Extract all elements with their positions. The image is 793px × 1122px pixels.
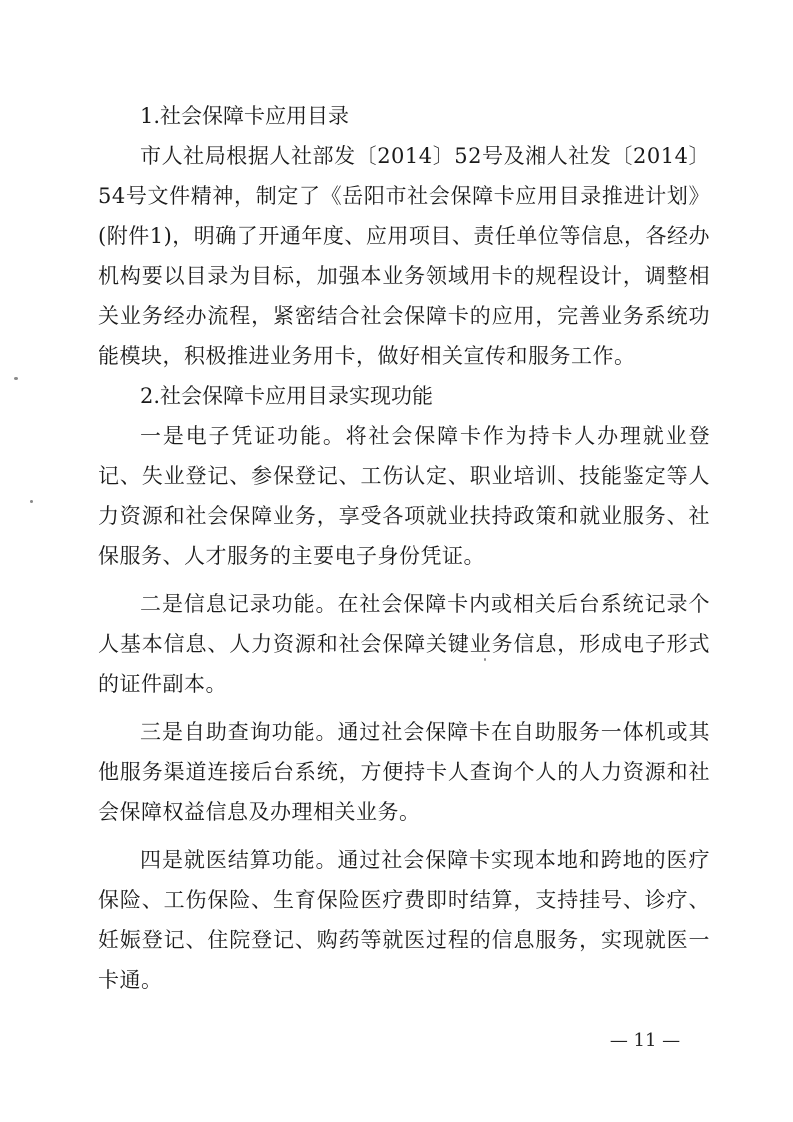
section-1-paragraph: 市人社局根据人社部发〔2014〕52号及湘人社发〔2014〕54号文件精神，制定了《岳阳市社会保障卡应用目录推进计划》(附件1)，明确了开通年度、应用项目、责任单位等信息，各经办机构要以目录为目标，加强本业务领域用卡的规程设计，调整相关业务经办流程，紧密结合社会保障卡的应用，完善业务系统功能模块，积极推进业务用卡，做好相关宣传和服务工作。 (98, 144, 710, 368)
document-body (98, 96, 710, 1000)
function-self-service-query-paragraph: 三是自助查询功能。通过社会保障卡在自助服务一体机或其他服务渠道连接后台系统，方便持卡人查询个人的人力资源和社会保障权益信息及办理相关业务。 (98, 720, 710, 824)
section-heading-2: 2.社会保障卡应用目录实现功能 (140, 384, 434, 408)
page-number: — 11 — (609, 1030, 681, 1051)
scan-speck (14, 377, 18, 380)
function-medical-settlement-paragraph: 四是就医结算功能。通过社会保障卡实现本地和跨地的医疗保险、工伤保险、生育保险医疗费即时结算，支持挂号、诊疗、妊娠登记、住院登记、购药等就医过程的信息服务，实现就医一卡通。 (98, 848, 710, 992)
scan-speck (30, 500, 33, 503)
function-information-record-paragraph: 二是信息记录功能。在社会保障卡内或相关后台系统记录个人基本信息、人力资源和社会保障关键业务信息，形成电子形式的证件副本。 (98, 592, 710, 696)
function-electronic-credential-paragraph: 一是电子凭证功能。将社会保障卡作为持卡人办理就业登记、失业登记、参保登记、工伤认定、职业培训、技能鉴定等人力资源和社会保障业务，享受各项就业扶持政策和就业服务、社保服务、人才服务的主要电子身份凭证。 (98, 424, 710, 568)
section-heading-1: 1.社会保障卡应用目录 (140, 104, 350, 128)
